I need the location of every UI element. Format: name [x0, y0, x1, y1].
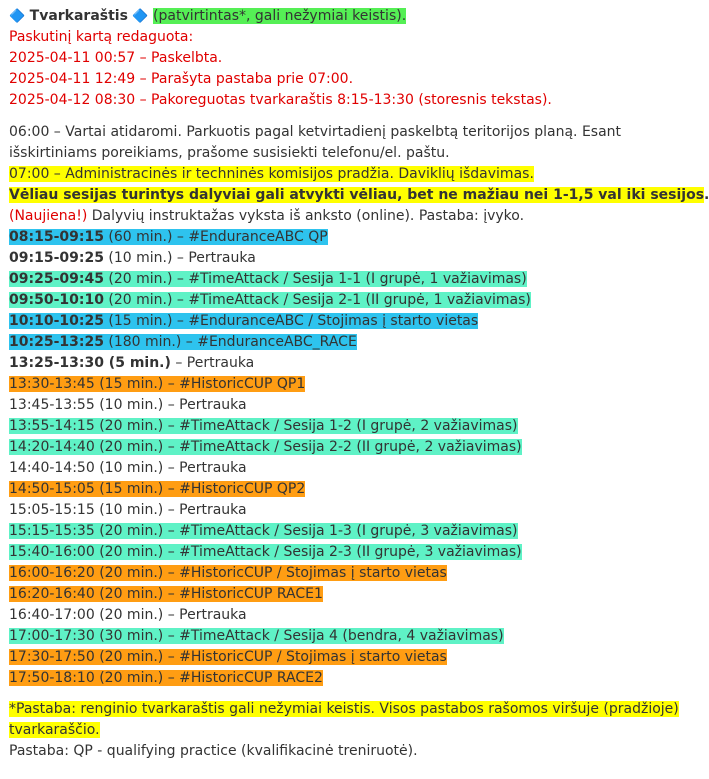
schedule-row: [9, 437, 702, 458]
schedule-detail: (20 min.) – #TimeAttack / Sesija 1-2 (I grupė, 2 važiavimas): [94, 418, 518, 434]
schedule-time: 13:55-14:15: [9, 418, 95, 434]
schedule-detail: (15 min.) – #HistoricCUP QP2: [94, 481, 306, 497]
schedule-row: [9, 521, 702, 542]
schedule-time: 16:20-16:40: [9, 586, 95, 602]
schedule-row: [9, 248, 702, 269]
blue-diamond-icon: 🔷: [9, 9, 26, 24]
schedule-entry: [9, 502, 247, 518]
post-header: [9, 6, 702, 27]
schedule-detail: (10 min.) – Pertrauka: [94, 460, 247, 476]
schedule-detail: (20 min.) – #TimeAttack / Sesija 1-3 (I grupė, 3 važiavimas): [94, 523, 518, 539]
schedule-detail: (20 min.) – #HistoricCUP RACE1: [94, 586, 323, 602]
schedule-row: [9, 416, 702, 437]
edit-log-entry: 2025-04-11 12:49 – Parašyta pastaba prie 07:00.: [9, 71, 354, 87]
schedule-row: [9, 395, 702, 416]
schedule-entry: [9, 481, 305, 497]
admin-line: [9, 164, 702, 185]
schedule-detail: (20 min.) – #HistoricCUP RACE2: [94, 670, 323, 686]
schedule-time: 13:25-13:30 (5 min.): [9, 355, 171, 371]
admin-text: 07:00 – Administracinės ir techninės komisijos pradžia. Daviklių išdavimas.: [9, 166, 534, 182]
schedule-row: [9, 626, 702, 647]
qp-note: Pastaba: QP - qualifying practice (kvalifikacinė treniruotė).: [9, 743, 418, 759]
schedule-time: 16:40-17:00: [9, 607, 95, 623]
schedule-entry: [9, 229, 328, 245]
new-tag: (Naujiena!): [9, 208, 88, 224]
schedule-detail: (20 min.) – #HistoricCUP / Stojimas į starto vietas: [94, 565, 447, 581]
edit-log-entry: 2025-04-12 08:30 – Pakoreguotas tvarkaraštis 8:15-13:30 (storesnis tekstas).: [9, 92, 552, 108]
late-notice-line: [9, 185, 709, 206]
schedule-detail: (15 min.) – #HistoricCUP QP1: [94, 376, 306, 392]
schedule-time: 17:50-18:10: [9, 670, 95, 686]
schedule-row: [9, 332, 702, 353]
schedule-row: [9, 269, 702, 290]
schedule-detail: (10 min.) – Pertrauka: [103, 250, 256, 266]
schedule-entry: [9, 460, 247, 476]
schedule-detail: (20 min.) – #HistoricCUP / Stojimas į starto vietas: [94, 649, 447, 665]
page-title: Tvarkaraštis: [29, 8, 128, 24]
schedule-entry: [9, 334, 357, 350]
schedule-detail: – Pertrauka: [170, 355, 255, 371]
schedule-detail: (10 min.) – Pertrauka: [94, 502, 247, 518]
schedule-time: 16:00-16:20: [9, 565, 95, 581]
schedule-detail: (15 min.) – #EnduranceABC / Stojimas į starto vietas: [103, 313, 479, 329]
schedule-entry: [9, 397, 247, 413]
schedule-entry: [9, 523, 518, 539]
schedule-time: 10:25-13:25: [9, 334, 104, 350]
schedule-entry: [9, 418, 518, 434]
schedule-time: 15:05-15:15: [9, 502, 95, 518]
briefing-line: [9, 206, 702, 227]
late-notice-text: Vėliau sesijas turintys dalyviai gali atvykti vėliau, bet ne mažiau nei 1-1,5 val iki sesijos: [9, 187, 705, 203]
schedule-time: 13:45-13:55: [9, 397, 95, 413]
schedule-row: [9, 500, 702, 521]
schedule-time: 10:10-10:25: [9, 313, 104, 329]
schedule-time: 09:50-10:10: [9, 292, 104, 308]
schedule-time: 15:40-16:00: [9, 544, 95, 560]
schedule-time: 09:25-09:45: [9, 271, 104, 287]
schedule-entry: [9, 607, 247, 623]
schedule-time: 14:40-14:50: [9, 460, 95, 476]
edit-log-heading: Paskutinį kartą redaguota:: [9, 29, 194, 45]
schedule-detail: (60 min.) – #EnduranceABC QP: [103, 229, 328, 245]
schedule-time: 17:30-17:50: [9, 649, 95, 665]
schedule-detail: (20 min.) – #TimeAttack / Sesija 2-3 (II grupė, 3 važiavimas): [94, 544, 522, 560]
schedule-time: 08:15-09:15: [9, 229, 104, 245]
schedule-row: [9, 584, 702, 605]
schedule-list: [9, 227, 702, 689]
schedule-detail: (20 min.) – Pertrauka: [94, 607, 247, 623]
schedule-detail: (20 min.) – #TimeAttack / Sesija 2-1 (II grupė, 1 važiavimas): [103, 292, 531, 308]
schedule-entry: [9, 292, 531, 308]
edit-log-entry: 2025-04-11 00:57 – Paskelbta.: [9, 50, 223, 66]
schedule-row: [9, 563, 702, 584]
schedule-entry: [9, 649, 447, 665]
schedule-row: [9, 647, 702, 668]
schedule-entry: [9, 313, 478, 329]
schedule-detail: (10 min.) – Pertrauka: [94, 397, 247, 413]
blue-diamond-icon: 🔷: [132, 9, 149, 24]
schedule-entry: [9, 271, 527, 287]
schedule-detail: (20 min.) – #TimeAttack / Sesija 2-2 (II grupė, 2 važiavimas): [94, 439, 522, 455]
schedule-row: [9, 542, 702, 563]
schedule-row: [9, 227, 702, 248]
status-note: (patvirtintas*, gali nežymiai keistis).: [153, 8, 407, 24]
spacer: [9, 111, 702, 122]
schedule-entry: [9, 628, 504, 644]
schedule-detail: (20 min.) – #TimeAttack / Sesija 1-1 (I grupė, 1 važiavimas): [103, 271, 527, 287]
schedule-row: [9, 353, 702, 374]
schedule-time: 09:15-09:25: [9, 250, 104, 266]
schedule-time: 14:50-15:05: [9, 481, 95, 497]
schedule-entry: [9, 586, 323, 602]
schedule-row: [9, 311, 702, 332]
schedule-time: 17:00-17:30: [9, 628, 95, 644]
late-notice-period: .: [704, 187, 709, 203]
schedule-time: 15:15-15:35: [9, 523, 95, 539]
schedule-time: 14:20-14:40: [9, 439, 95, 455]
schedule-row: [9, 374, 702, 395]
schedule-entry: [9, 376, 305, 392]
schedule-detail: (30 min.) – #TimeAttack / Sesija 4 (bendra, 4 važiavimas): [94, 628, 504, 644]
gates-open-text: 06:00 – Vartai atidaromi. Parkuotis pagal ketvirtadienį paskelbtą teritorijos planą. Esant išskirtiniams poreikiams, prašome susisiekti telefonu/el. paštu.: [9, 124, 622, 161]
schedule-entry: [9, 439, 522, 455]
schedule-entry: [9, 355, 254, 371]
footer-note: *Pastaba: renginio tvarkaraštis gali nežymiai keistis. Visos pastabos rašomos viršuje (pradžioje) tvarkaraščio.: [9, 701, 679, 738]
schedule-row: [9, 290, 702, 311]
schedule-entry: [9, 544, 522, 560]
schedule-post: [9, 6, 709, 762]
schedule-row: [9, 668, 702, 689]
schedule-time: 13:30-13:45: [9, 376, 95, 392]
schedule-entry: [9, 250, 256, 266]
schedule-detail: (180 min.) – #EnduranceABC_RACE: [103, 334, 357, 350]
schedule-row: [9, 458, 702, 479]
schedule-row: [9, 605, 702, 626]
schedule-row: [9, 479, 702, 500]
footer-note-block: [9, 699, 702, 741]
briefing-text: Dalyvių instruktažas vyksta iš anksto (online). Pastaba: įvyko.: [87, 208, 525, 224]
spacer: [9, 689, 702, 699]
schedule-entry: [9, 670, 323, 686]
schedule-entry: [9, 565, 447, 581]
